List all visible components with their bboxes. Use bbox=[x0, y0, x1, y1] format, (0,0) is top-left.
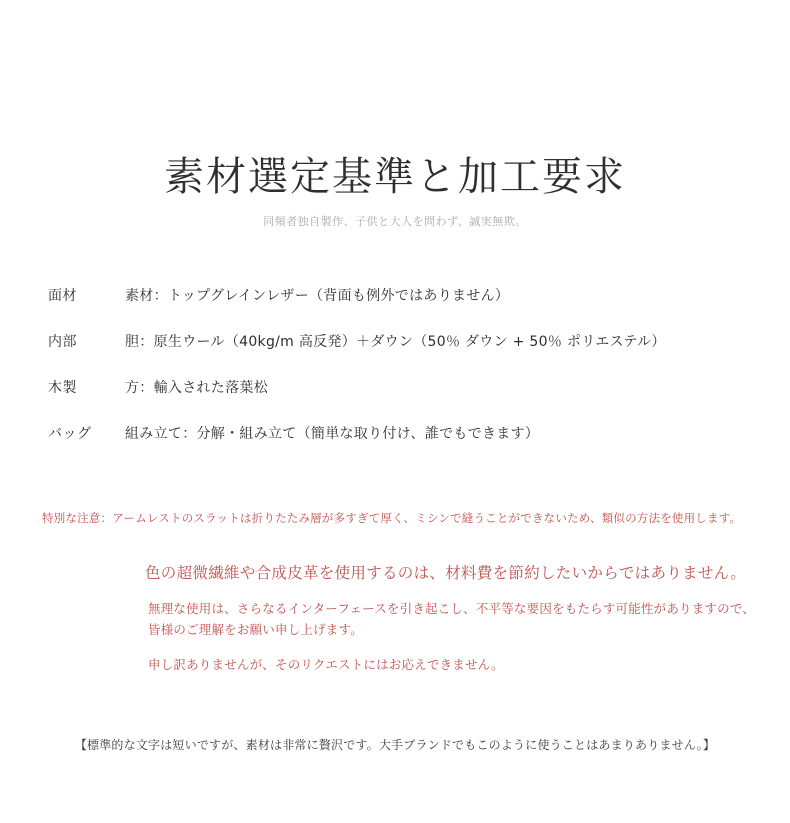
spec-value: 方：輸入された落葉松 bbox=[125, 380, 268, 396]
page-title: 素材選定基準と加工要求 bbox=[164, 154, 626, 200]
spec-value: 胆：原生ウール（40kg/m 高反発）＋ダウン（50％ ダウン + 50％ ポリエステル） bbox=[125, 334, 666, 350]
footer-note: 【標準的な文字は短いですが、素材は非常に贅沢です。大手ブランドでもこのように使うことはあまりありません。】 bbox=[74, 738, 716, 752]
spec-row bbox=[48, 332, 748, 352]
spec-row bbox=[48, 378, 748, 398]
spec-label: 面材 bbox=[48, 288, 77, 304]
spec-list bbox=[48, 286, 748, 470]
apology-notice: 申し訳ありませんが、そのリクエストにはお応えできません。 bbox=[148, 657, 504, 672]
spec-value: 組み立て：分解・組み立て（簡単な取り付け、誰でもできます） bbox=[125, 426, 540, 442]
spec-value: 素材：トップグレインレザー（背面も例外ではありません） bbox=[125, 288, 510, 304]
title-block bbox=[0, 152, 790, 230]
spec-row bbox=[48, 286, 748, 306]
spec-label: 木製 bbox=[48, 380, 77, 396]
sub-notice: 無理な使用は、さらなるインターフェースを引き起こし、不平等な要因をもたらす可能性がありますので、皆様のご理解をお願い申し上げます。 bbox=[148, 601, 755, 637]
page-subtitle: 同頻者独自製作、子供と大人を問わず、誠実無欺。 bbox=[263, 215, 527, 228]
spec-label: バッグ bbox=[48, 426, 92, 442]
special-notice: 特別な注意：アームレストのスラットは折りたたみ層が多すぎて厚く、ミシンで縫うことができないため、類似の方法を使用します。 bbox=[42, 511, 742, 525]
main-notice: 色の超微繊維や合成皮革を使用するのは、材料費を節約したいからではありません。 bbox=[145, 564, 747, 582]
spec-row bbox=[48, 424, 748, 444]
spec-label: 内部 bbox=[48, 334, 77, 350]
